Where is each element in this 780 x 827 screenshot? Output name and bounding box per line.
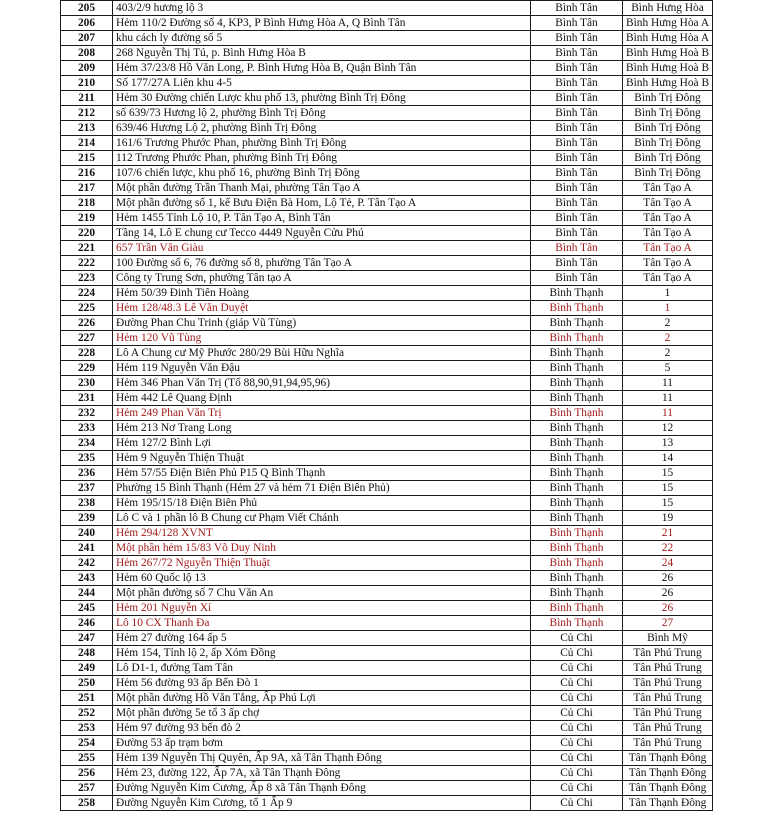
row-number-cell: 256 (61, 766, 113, 781)
ward-cell: Tân Phú Trung (623, 721, 713, 736)
address-cell: Hẻm 30 Đường chiến Lược khu phố 13, phường Bình Trị Đông (113, 91, 531, 106)
ward-cell: Bình Trị Đông (623, 121, 713, 136)
address-cell: Hẻm 201 Nguyễn Xí (113, 601, 531, 616)
address-cell: Đường Phan Chu Trinh (giáp Vũ Tùng) (113, 316, 531, 331)
row-number-cell: 216 (61, 166, 113, 181)
ward-cell: Bình Hưng Hòa (623, 1, 713, 16)
table-row (61, 226, 713, 241)
table-row (61, 586, 713, 601)
ward-cell: 13 (623, 436, 713, 451)
table-row (61, 196, 713, 211)
district-cell: Bình Tân (531, 121, 623, 136)
district-cell: Bình Tân (531, 151, 623, 166)
ward-cell: 12 (623, 421, 713, 436)
ward-cell: Bình Trị Đông (623, 106, 713, 121)
ward-cell: Bình Hưng Hòa A (623, 31, 713, 46)
row-number-cell: 247 (61, 631, 113, 646)
district-cell: Bình Thạnh (531, 571, 623, 586)
table-row (61, 556, 713, 571)
row-number-cell: 245 (61, 601, 113, 616)
district-cell: Bình Thạnh (531, 466, 623, 481)
row-number-cell: 215 (61, 151, 113, 166)
address-cell: Hẻm 267/72 Nguyễn Thiện Thuật (113, 556, 531, 571)
row-number-cell: 235 (61, 451, 113, 466)
ward-cell: 5 (623, 361, 713, 376)
table-body (61, 1, 713, 811)
row-number-cell: 223 (61, 271, 113, 286)
row-number-cell: 254 (61, 736, 113, 751)
table-row (61, 661, 713, 676)
address-cell: Một phần đường 5e tổ 3 ấp chợ (113, 706, 531, 721)
address-cell: 161/6 Trương Phước Phan, phường Bình Trị Đông (113, 136, 531, 151)
table-row (61, 241, 713, 256)
row-number-cell: 230 (61, 376, 113, 391)
ward-cell: 11 (623, 376, 713, 391)
table-row (61, 766, 713, 781)
district-cell: Bình Tân (531, 106, 623, 121)
row-number-cell: 255 (61, 751, 113, 766)
table-row (61, 706, 713, 721)
table-row (61, 106, 713, 121)
table-row (61, 301, 713, 316)
ward-cell: Bình Hưng Hoà B (623, 61, 713, 76)
address-cell: 112 Trương Phước Phan, phường Bình Trị Đông (113, 151, 531, 166)
table-row (61, 736, 713, 751)
row-number-cell: 226 (61, 316, 113, 331)
ward-cell: Bình Trị Đông (623, 136, 713, 151)
ward-cell: 2 (623, 316, 713, 331)
ward-cell: Tân Tạo A (623, 271, 713, 286)
district-cell: Bình Thạnh (531, 286, 623, 301)
ward-cell: Tân Tạo A (623, 181, 713, 196)
row-number-cell: 257 (61, 781, 113, 796)
ward-cell: 26 (623, 586, 713, 601)
table-row (61, 286, 713, 301)
district-cell: Củ Chi (531, 676, 623, 691)
district-cell: Bình Tân (531, 196, 623, 211)
address-cell: Số 177/27A Liên khu 4-5 (113, 76, 531, 91)
ward-cell: Tân Tạo A (623, 256, 713, 271)
table-row (61, 421, 713, 436)
ward-cell: 26 (623, 571, 713, 586)
row-number-cell: 221 (61, 241, 113, 256)
address-cell: Hẻm 9 Nguyễn Thiện Thuật (113, 451, 531, 466)
ward-cell: 1 (623, 301, 713, 316)
district-cell: Bình Thạnh (531, 346, 623, 361)
address-cell: 403/2/9 hương lộ 3 (113, 1, 531, 16)
row-number-cell: 222 (61, 256, 113, 271)
address-cell: khu cách ly đường số 5 (113, 31, 531, 46)
table-row (61, 526, 713, 541)
district-cell: Bình Tân (531, 226, 623, 241)
table-row (61, 391, 713, 406)
row-number-cell: 258 (61, 796, 113, 811)
row-number-cell: 207 (61, 31, 113, 46)
district-cell: Bình Thạnh (531, 301, 623, 316)
address-cell: Hẻm 442 Lê Quang Định (113, 391, 531, 406)
row-number-cell: 209 (61, 61, 113, 76)
ward-cell: Bình Mỹ (623, 631, 713, 646)
ward-cell: Tân Tạo A (623, 211, 713, 226)
district-cell: Bình Tân (531, 271, 623, 286)
address-cell: Hẻm 119 Nguyễn Văn Đậu (113, 361, 531, 376)
address-cell: 107/6 chiến lược, khu phố 16, phường Bình Trị Đông (113, 166, 531, 181)
row-number-cell: 219 (61, 211, 113, 226)
row-number-cell: 241 (61, 541, 113, 556)
table-row (61, 31, 713, 46)
address-cell: Hẻm 346 Phan Văn Trị (Tổ 88,90,91,94,95,96) (113, 376, 531, 391)
row-number-cell: 220 (61, 226, 113, 241)
district-cell: Củ Chi (531, 721, 623, 736)
ward-cell: Bình Hưng Hoà B (623, 76, 713, 91)
ward-cell: Tân Thạnh Đông (623, 766, 713, 781)
address-cell: số 639/73 Hương lộ 2, phường Bình Trị Đông (113, 106, 531, 121)
ward-cell: 21 (623, 526, 713, 541)
table-row (61, 46, 713, 61)
row-number-cell: 238 (61, 496, 113, 511)
row-number-cell: 225 (61, 301, 113, 316)
district-cell: Bình Tân (531, 46, 623, 61)
district-cell: Bình Thạnh (531, 376, 623, 391)
row-number-cell: 218 (61, 196, 113, 211)
district-cell: Bình Tân (531, 241, 623, 256)
district-cell: Bình Thạnh (531, 541, 623, 556)
address-cell: Tầng 14, Lô E chung cư Tecco 4449 Nguyễn Cửu Phú (113, 226, 531, 241)
address-cell: Lô A Chung cư Mỹ Phước 280/29 Bùi Hữu Nghĩa (113, 346, 531, 361)
ward-cell: 1 (623, 286, 713, 301)
district-cell: Bình Tân (531, 136, 623, 151)
district-cell: Củ Chi (531, 736, 623, 751)
table-row (61, 136, 713, 151)
ward-cell: Bình Hưng Hòa A (623, 16, 713, 31)
address-cell: Một phần đường số 7 Chu Văn An (113, 586, 531, 601)
table-row (61, 211, 713, 226)
district-cell: Củ Chi (531, 646, 623, 661)
row-number-cell: 252 (61, 706, 113, 721)
ward-cell: Tân Phú Trung (623, 706, 713, 721)
district-cell: Bình Tân (531, 256, 623, 271)
row-number-cell: 233 (61, 421, 113, 436)
row-number-cell: 229 (61, 361, 113, 376)
ward-cell: 15 (623, 466, 713, 481)
ward-cell: Tân Thạnh Đông (623, 781, 713, 796)
district-cell: Bình Tân (531, 16, 623, 31)
district-cell: Bình Thạnh (531, 556, 623, 571)
district-cell: Bình Tân (531, 166, 623, 181)
table-row (61, 511, 713, 526)
ward-cell: 15 (623, 496, 713, 511)
district-cell: Bình Thạnh (531, 451, 623, 466)
table-row (61, 331, 713, 346)
address-cell: 657 Trần Văn Giàu (113, 241, 531, 256)
table-row (61, 61, 713, 76)
table-row (61, 91, 713, 106)
row-number-cell: 242 (61, 556, 113, 571)
address-cell: Lô C và 1 phần lô B Chung cư Phạm Viết Chánh (113, 511, 531, 526)
row-number-cell: 236 (61, 466, 113, 481)
row-number-cell: 237 (61, 481, 113, 496)
table-row (61, 316, 713, 331)
address-cell: Lô 10 CX Thanh Đa (113, 616, 531, 631)
row-number-cell: 206 (61, 16, 113, 31)
ward-cell: 26 (623, 601, 713, 616)
table-row (61, 631, 713, 646)
district-cell: Bình Tân (531, 181, 623, 196)
district-cell: Bình Thạnh (531, 481, 623, 496)
address-table (60, 0, 713, 811)
table-row (61, 796, 713, 811)
table-row (61, 571, 713, 586)
address-cell: 639/46 Hương Lộ 2, phường Bình Trị Đông (113, 121, 531, 136)
address-cell: Phường 15 Bình Thạnh (Hẻm 27 và hẻm 71 Điện Biên Phủ) (113, 481, 531, 496)
row-number-cell: 246 (61, 616, 113, 631)
address-cell: Hẻm 23, đường 122, Ấp 7A, xã Tân Thạnh Đông (113, 766, 531, 781)
district-cell: Củ Chi (531, 766, 623, 781)
district-cell: Củ Chi (531, 691, 623, 706)
table-row (61, 466, 713, 481)
address-cell: Hẻm 37/23/8 Hồ Văn Long, P. Bình Hưng Hòa B, Quận Bình Tân (113, 61, 531, 76)
row-number-cell: 231 (61, 391, 113, 406)
address-cell: Hẻm 120 Vũ Tùng (113, 331, 531, 346)
row-number-cell: 224 (61, 286, 113, 301)
district-cell: Bình Thạnh (531, 421, 623, 436)
row-number-cell: 211 (61, 91, 113, 106)
table-row (61, 406, 713, 421)
ward-cell: Tân Tạo A (623, 196, 713, 211)
row-number-cell: 213 (61, 121, 113, 136)
table-row (61, 256, 713, 271)
district-cell: Bình Thạnh (531, 586, 623, 601)
district-cell: Củ Chi (531, 706, 623, 721)
ward-cell: Tân Phú Trung (623, 736, 713, 751)
table-row (61, 271, 713, 286)
row-number-cell: 217 (61, 181, 113, 196)
row-number-cell: 243 (61, 571, 113, 586)
address-cell: Hẻm 1455 Tỉnh Lộ 10, P. Tân Tạo A, Bình Tân (113, 211, 531, 226)
address-cell: Một phần hẻm 15/83 Võ Duy Ninh (113, 541, 531, 556)
table-row (61, 376, 713, 391)
row-number-cell: 251 (61, 691, 113, 706)
district-cell: Củ Chi (531, 796, 623, 811)
ward-cell: 15 (623, 481, 713, 496)
ward-cell: 11 (623, 391, 713, 406)
table-row (61, 121, 713, 136)
district-cell: Bình Tân (531, 91, 623, 106)
ward-cell: 27 (623, 616, 713, 631)
district-cell: Bình Thạnh (531, 511, 623, 526)
address-cell: Hẻm 294/128 XVNT (113, 526, 531, 541)
table-row (61, 601, 713, 616)
address-cell: Hẻm 110/2 Đường số 4, KP3, P Bình Hưng Hòa A, Q Bình Tân (113, 16, 531, 31)
district-cell: Bình Thạnh (531, 316, 623, 331)
table-row (61, 181, 713, 196)
table-row (61, 541, 713, 556)
table-row (61, 676, 713, 691)
district-cell: Bình Tân (531, 31, 623, 46)
district-cell: Bình Tân (531, 211, 623, 226)
table-row (61, 436, 713, 451)
table-row (61, 76, 713, 91)
table-row (61, 151, 713, 166)
ward-cell: Tân Phú Trung (623, 646, 713, 661)
district-cell: Bình Thạnh (531, 331, 623, 346)
ward-cell: Bình Trị Đông (623, 166, 713, 181)
ward-cell: Tân Phú Trung (623, 676, 713, 691)
table-row (61, 646, 713, 661)
table-row (61, 16, 713, 31)
district-cell: Bình Thạnh (531, 361, 623, 376)
ward-cell: Tân Thạnh Đông (623, 751, 713, 766)
ward-cell: 2 (623, 331, 713, 346)
address-cell: 268 Nguyễn Thị Tú, p. Bình Hưng Hòa B (113, 46, 531, 61)
row-number-cell: 210 (61, 76, 113, 91)
row-number-cell: 228 (61, 346, 113, 361)
row-number-cell: 249 (61, 661, 113, 676)
ward-cell: 22 (623, 541, 713, 556)
ward-cell: 14 (623, 451, 713, 466)
address-cell: Hẻm 195/15/18 Điện Biên Phủ (113, 496, 531, 511)
address-cell: Hẻm 213 Nơ Trang Long (113, 421, 531, 436)
address-cell: Hẻm 127/2 Bình Lợi (113, 436, 531, 451)
district-cell: Củ Chi (531, 781, 623, 796)
district-cell: Bình Tân (531, 61, 623, 76)
address-cell: Một phần đường số 1, kế Bưu Điện Bà Hom, Lộ Tẻ, P. Tân Tạo A (113, 196, 531, 211)
row-number-cell: 239 (61, 511, 113, 526)
district-cell: Củ Chi (531, 661, 623, 676)
district-cell: Củ Chi (531, 751, 623, 766)
district-cell: Bình Thạnh (531, 436, 623, 451)
row-number-cell: 253 (61, 721, 113, 736)
address-cell: Một phần đường Trần Thanh Mại, phường Tân Tạo A (113, 181, 531, 196)
table-row (61, 1, 713, 16)
row-number-cell: 208 (61, 46, 113, 61)
address-cell: Một phần đường Hồ Văn Tắng, Ấp Phú Lợi (113, 691, 531, 706)
row-number-cell: 234 (61, 436, 113, 451)
ward-cell: Bình Trị Đông (623, 151, 713, 166)
address-cell: Đường Nguyễn Kim Cương, tổ 1 Ấp 9 (113, 796, 531, 811)
ward-cell: Tân Tạo A (623, 226, 713, 241)
address-cell: Hẻm 97 đường 93 bến đò 2 (113, 721, 531, 736)
address-cell: Hẻm 139 Nguyễn Thị Quyên, Ấp 9A, xã Tân Thạnh Đông (113, 751, 531, 766)
row-number-cell: 244 (61, 586, 113, 601)
address-cell: Hẻm 60 Quốc lộ 13 (113, 571, 531, 586)
table-row (61, 721, 713, 736)
address-table-sheet (60, 0, 712, 811)
address-cell: Hẻm 56 đường 93 ấp Bến Đò 1 (113, 676, 531, 691)
table-row (61, 691, 713, 706)
ward-cell: Tân Thạnh Đông (623, 796, 713, 811)
row-number-cell: 240 (61, 526, 113, 541)
table-row (61, 361, 713, 376)
table-row (61, 781, 713, 796)
district-cell: Củ Chi (531, 631, 623, 646)
district-cell: Bình Thạnh (531, 601, 623, 616)
row-number-cell: 205 (61, 1, 113, 16)
district-cell: Bình Thạnh (531, 526, 623, 541)
district-cell: Bình Thạnh (531, 616, 623, 631)
address-cell: Hẻm 50/39 Đinh Tiên Hoàng (113, 286, 531, 301)
address-cell: Hẻm 154, Tỉnh lộ 2, ấp Xóm Đồng (113, 646, 531, 661)
ward-cell: 24 (623, 556, 713, 571)
district-cell: Bình Thạnh (531, 496, 623, 511)
district-cell: Bình Thạnh (531, 406, 623, 421)
ward-cell: Tân Tạo A (623, 241, 713, 256)
ward-cell: Bình Hưng Hoà B (623, 46, 713, 61)
address-cell: Hẻm 128/48.3 Lê Văn Duyệt (113, 301, 531, 316)
row-number-cell: 227 (61, 331, 113, 346)
address-cell: Đường 53 ấp trạm bơm (113, 736, 531, 751)
ward-cell: 19 (623, 511, 713, 526)
ward-cell: Tân Phú Trung (623, 661, 713, 676)
address-cell: 100 Đường số 6, 76 đường số 8, phường Tân Tạo A (113, 256, 531, 271)
ward-cell: Bình Trị Đông (623, 91, 713, 106)
table-row (61, 166, 713, 181)
table-row (61, 496, 713, 511)
district-cell: Bình Tân (531, 76, 623, 91)
row-number-cell: 212 (61, 106, 113, 121)
row-number-cell: 214 (61, 136, 113, 151)
district-cell: Bình Tân (531, 1, 623, 16)
table-row (61, 451, 713, 466)
table-row (61, 616, 713, 631)
address-cell: Hẻm 57/55 Điện Biên Phủ P15 Q Bình Thạnh (113, 466, 531, 481)
address-cell: Đường Nguyễn Kim Cương, Ấp 8 xã Tân Thạnh Đông (113, 781, 531, 796)
ward-cell: 11 (623, 406, 713, 421)
district-cell: Bình Thạnh (531, 391, 623, 406)
row-number-cell: 250 (61, 676, 113, 691)
ward-cell: 2 (623, 346, 713, 361)
address-cell: Hẻm 27 đường 164 ấp 5 (113, 631, 531, 646)
table-row (61, 481, 713, 496)
row-number-cell: 248 (61, 646, 113, 661)
table-row (61, 751, 713, 766)
address-cell: Công ty Trung Sơn, phường Tân tạo A (113, 271, 531, 286)
ward-cell: Tân Phú Trung (623, 691, 713, 706)
table-row (61, 346, 713, 361)
address-cell: Lô D1-1, đường Tam Tân (113, 661, 531, 676)
address-cell: Hẻm 249 Phan Văn Trị (113, 406, 531, 421)
row-number-cell: 232 (61, 406, 113, 421)
